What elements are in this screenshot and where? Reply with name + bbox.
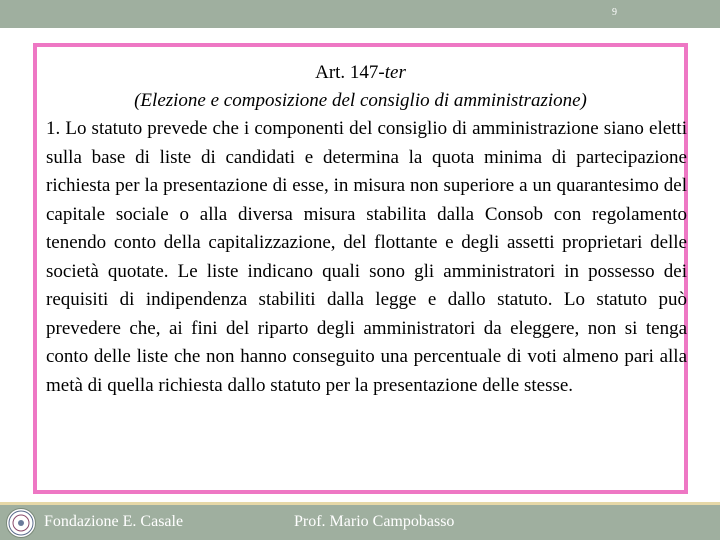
footer-author: Prof. Mario Campobasso: [294, 513, 455, 530]
footer-divider: [0, 502, 720, 505]
article-frame: [33, 43, 688, 494]
logo-icon: [6, 508, 36, 538]
header-bar: [0, 0, 720, 28]
article-subheading: (Elezione e composizione del consiglio di amministrazione): [134, 90, 587, 111]
article-heading: [37, 59, 684, 86]
article-body: 1. Lo statuto prevede che i componenti del consiglio di amministrazione siano eletti sulla base di liste di candidati e determina la quota minima di partecipazione richiesta per la presentazione di esse, in misura non superiore a un quarantesimo del capitale sociale o alla diversa misura stabilita dalla Consob con regolamento tenendo conto della capitalizzazione, del flottante e degli assetti proprietari delle società quotate. Le liste indicano quali sono gli amministratori in possesso dei requisiti di indipendenza stabiliti dalla legge e dallo statuto. Lo statuto può prevedere che, ai fini del riparto degli amministratori da eleggere, non si tenga conto delle liste che non hanno conseguito una percentuale di voti almeno pari alla metà di quella richiesta dallo statuto per la presentazione delle stesse.: [46, 118, 687, 396]
page-number: 9: [612, 7, 617, 18]
article-heading-suffix: ter: [384, 62, 406, 83]
article-heading-prefix: Art. 147-: [315, 62, 385, 83]
footer-organization: Fondazione E. Casale: [44, 513, 184, 530]
footer-bar: [0, 502, 720, 540]
